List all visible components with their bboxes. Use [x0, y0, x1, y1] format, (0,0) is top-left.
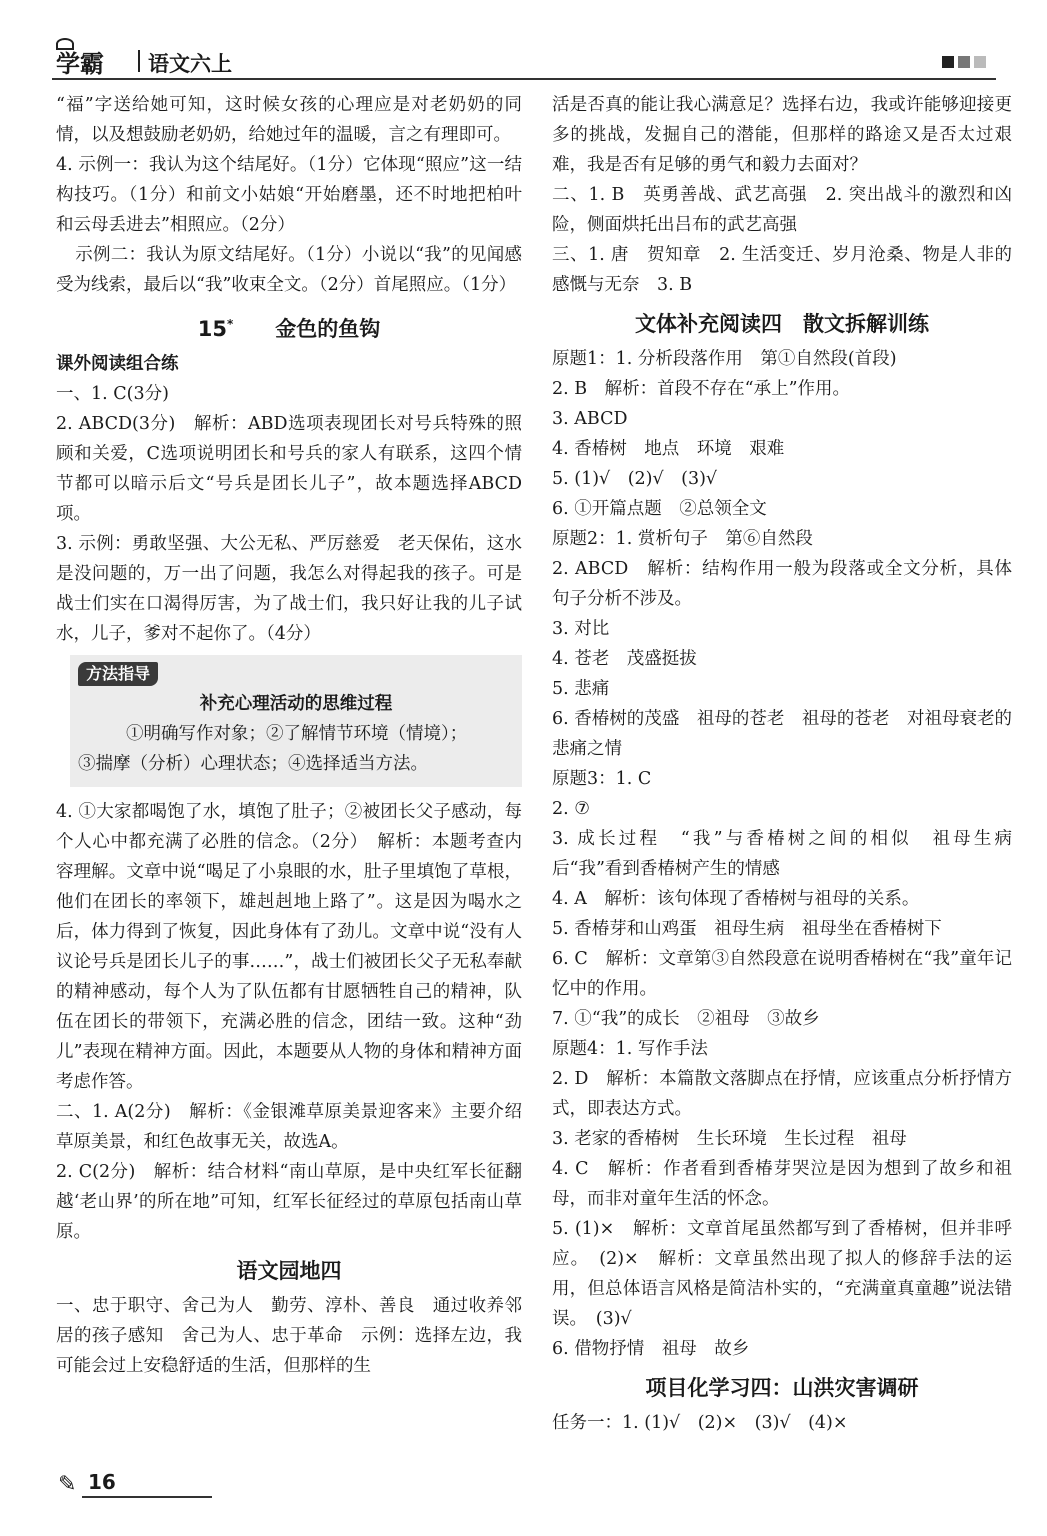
- practice-title: 课外阅读组合练: [56, 354, 179, 374]
- answer-line: 3. 成长过程 “我”与香椿树之间的相似 祖母生病后“我”看到香椿树产生的情感: [552, 829, 1012, 879]
- answer-line: 原题3：1. C: [552, 769, 652, 789]
- answer-line: 2. ABCD 解析：结构作用一般为段落或全文分析，具体句子分析不涉及。: [552, 559, 1012, 609]
- answer-line: 3. 老家的香椿树 生长环境 生长过程 祖母: [552, 1129, 907, 1149]
- footer-rule: [82, 1496, 212, 1498]
- brand-logo-text: 学霸: [56, 50, 104, 78]
- method-tag: 方法指导: [78, 662, 158, 686]
- garden-heading: 语文园地四: [236, 1259, 342, 1283]
- page-header: [52, 44, 996, 84]
- header-rule: [52, 78, 996, 80]
- page-number: 16: [88, 1470, 116, 1494]
- answer-line: 6. 香椿树的茂盛 祖母的苍老 祖母的苍老 对祖母衰老的悲痛之情: [552, 709, 1012, 759]
- section-heading: 文体补充阅读四 散文拆解训练: [635, 312, 929, 336]
- answer-line: 4. C 解析：作者看到香椿芽哭泣是因为想到了故乡和祖母，而非对童年生活的怀念。: [552, 1159, 1012, 1209]
- project-heading: 项目化学习四：山洪灾害调研: [645, 1376, 919, 1400]
- square-dark: [942, 56, 954, 68]
- answer-line: 6. C 解析：文章第③自然段意在说明香椿树在“我”童年记忆中的作用。: [552, 949, 1012, 999]
- answer-line: 任务一：1. (1)√ (2)× (3)√ (4)×: [552, 1413, 848, 1433]
- answer-line: 2. D 解析：本篇散文落脚点在抒情，应该重点分析抒情方式，即表达方式。: [552, 1069, 1012, 1119]
- graduation-cap-icon: [56, 38, 74, 50]
- book-title: 语文六上: [148, 52, 232, 76]
- method-title: 补充心理活动的思维过程: [199, 694, 393, 714]
- lesson-heading: [56, 306, 522, 347]
- answer-line: 4. A 解析：该句体现了香椿树与祖母的关系。: [552, 889, 920, 909]
- answer-line: 6. ①开篇点题 ②总领全文: [552, 499, 767, 519]
- answer-line: 4. 香椿树 地点 环境 艰难: [552, 439, 785, 459]
- answer-line: 原题1：1. 分析段落作用 第①自然段(首段): [552, 349, 897, 369]
- answer-text: 4. 示例一：我认为这个结尾好。（1分）它体现“照应”这一结构技巧。（1分）和前文小姑娘“开始磨墨，还不时地把柏叶和云母丢进去”相照应。（2分）: [56, 155, 522, 235]
- answer-text: 2. ABCD(3分) 解析：ABD选项表现团长对号兵特殊的照顾和关爱，C选项说明团长和号兵的家人有联系，这四个情节都可以暗示后文“号兵是团长儿子”，故本题选择ABCD项。: [56, 414, 522, 524]
- answer-text: 二、1. A(2分) 解析：《金银滩草原美景迎客来》主要介绍草原美景，和红色故事无关，故选A。: [56, 1102, 522, 1152]
- answer-text: 4. ①大家都喝饱了水，填饱了肚子；②被团长父子感动，每个人心中都充满了必胜的信念。（2分） 解析：本题考查内容理解。文章中说“喝足了小泉眼的水，肚子里填饱了草根，他们在团长的率领下，雄赳赳地上路了”。这是因为喝水之后，体力得到了恢复，因此身体有了劲儿。文章中说“没有人议论号兵是团长儿子的事……”，战士们被团长父子无私奉献的精神感动，每个人为了队伍都有甘愿牺牲自己的精神，队伍在团长的带领下，充满必胜的信念，团结一致。这种“劲儿”表现在精神方面。因此，本题要从人物的身体和精神方面考虑作答。: [56, 802, 522, 1092]
- answer-line: 2. ⑦: [552, 799, 590, 819]
- answer-line: 2. B 解析：首段不存在“承上”作用。: [552, 379, 851, 399]
- answer-line: 5. 香椿芽和山鸡蛋 祖母生病 祖母坐在香椿树下: [552, 919, 942, 939]
- left-column: [56, 90, 522, 1381]
- answer-text: 一、1. C(3分): [56, 384, 169, 404]
- answer-text: 活是否真的能让我心满意足？选择右边，我或许能够迎接更多的挑战，发掘自己的潜能，但那样的路途又是否太过艰难，我是否有足够的勇气和毅力去面对？: [552, 95, 1012, 175]
- method-guide-box: [70, 655, 522, 787]
- square-mid: [958, 56, 970, 68]
- answer-text: 三、1. 唐 贺知章 2. 生活变迁、岁月沧桑、物是人非的感慨与无奈 3. B: [552, 245, 1012, 295]
- answer-line: 7. ①“我”的成长 ②祖母 ③故乡: [552, 1009, 820, 1029]
- answer-line: 4. 苍老 茂盛挺拔: [552, 649, 697, 669]
- square-light: [974, 56, 986, 68]
- answer-line: 6. 借物抒情 祖母 故乡: [552, 1339, 750, 1359]
- answer-line: 3. ABCD: [552, 409, 628, 429]
- method-line: ①明确写作对象；②了解情节环境（情境）；: [126, 724, 468, 744]
- answer-line: 原题4：1. 写作手法: [552, 1039, 708, 1059]
- lesson-title: 金色的鱼钩: [275, 317, 381, 341]
- decorative-squares: [942, 56, 986, 68]
- answer-text: 3. 示例：勇敢坚强、大公无私、严厉慈爱 老天保佑，这水是没问题的，万一出了问题，我怎么对得起我的孩子。可是战士们实在口渴得厉害，为了战士们，我只好让我的儿子试水，儿子，爹对不起你了。（4分）: [56, 534, 522, 644]
- right-column: [552, 90, 1012, 1438]
- answer-text: 一、忠于职守、舍己为人 勤劳、淳朴、善良 通过收养邻居的孩子感知 舍己为人、忠于革命 示例：选择左边，我可能会过上安稳舒适的生活，但那样的生: [56, 1296, 522, 1376]
- page-footer: [58, 1468, 158, 1498]
- answer-line: 3. 对比: [552, 619, 610, 639]
- answer-text: 示例二：我认为原文结尾好。（1分）小说以“我”的见闻感受为线索，最后以“我”收束全文。（2分）首尾照应。（1分）: [56, 245, 522, 295]
- pencil-icon: ✎: [58, 1472, 77, 1497]
- answer-text: 二、1. B 英勇善战、武艺高强 2. 突出战斗的激烈和凶险，侧面烘托出吕布的武艺高强: [552, 185, 1012, 235]
- answer-line: 5. (1)√ (2)√ (3)√: [552, 469, 718, 489]
- method-line: ③揣摩（分析）心理状态；④选择适当方法。: [78, 754, 428, 774]
- header-separator: [138, 50, 140, 72]
- lesson-number: 15: [197, 317, 227, 341]
- answer-text: “福”字送给她可知，这时候女孩的心理应是对老奶奶的同情，以及想鼓励老奶奶，给她过年的温暖，言之有理即可。: [56, 95, 522, 145]
- lesson-star: *: [226, 317, 234, 331]
- answer-line: 原题2：1. 赏析句子 第⑥自然段: [552, 529, 813, 549]
- answer-line: 5. (1)× 解析：文章首尾虽然都写到了香椿树，但并非呼应。 (2)× 解析：文章虽然出现了拟人的修辞手法的运用，但总体语言风格是简洁朴实的，“充满童真童趣”说法错误。 (3)√: [552, 1219, 1012, 1329]
- answer-line: 5. 悲痛: [552, 679, 610, 699]
- brand-logo: [56, 44, 104, 79]
- answer-text: 2. C(2分) 解析：结合材料“南山草原，是中央红军长征翻越‘老山界’的所在地”可知，红军长征经过的草原包括南山草原。: [56, 1162, 522, 1242]
